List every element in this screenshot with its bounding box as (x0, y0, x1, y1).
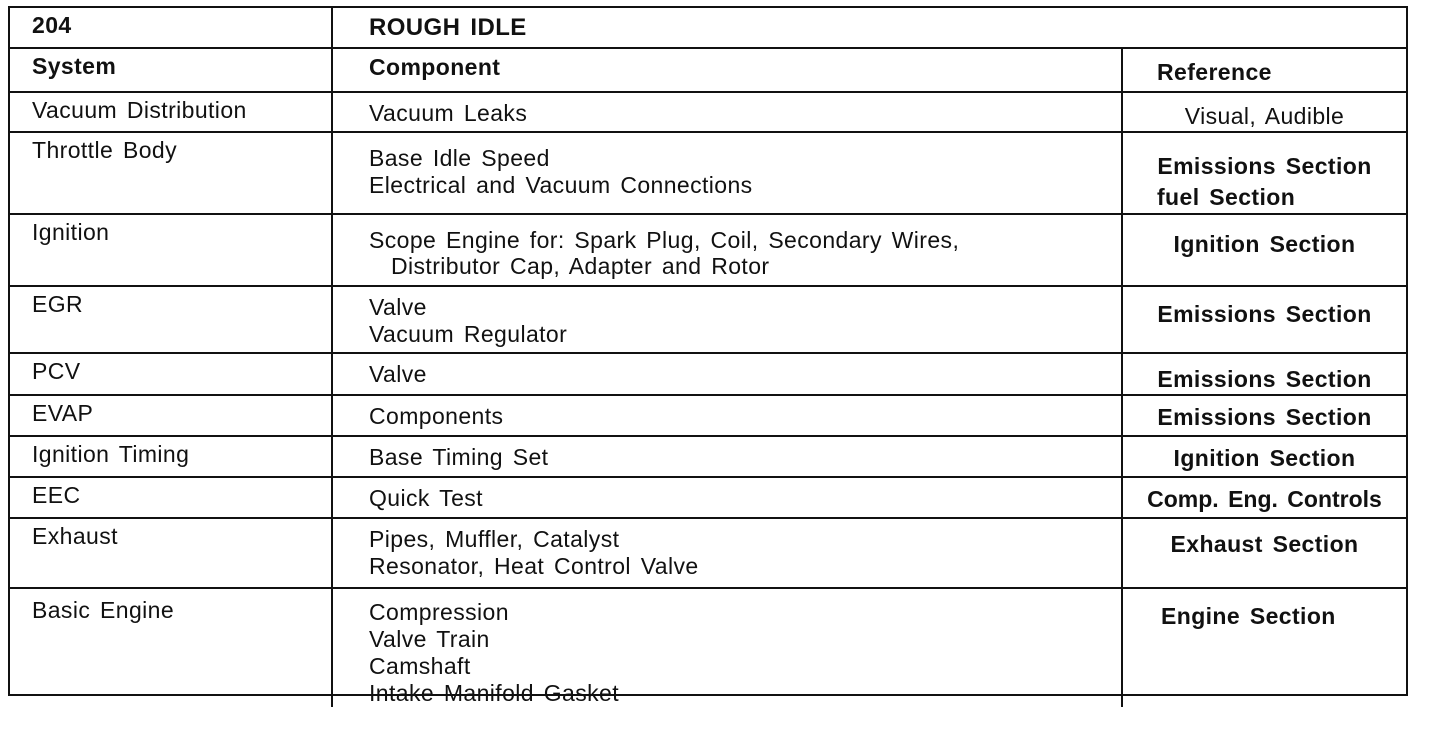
table-header-row (10, 48, 1406, 92)
header-reference: Reference (1122, 48, 1406, 92)
reference-line: Emissions Section (1157, 404, 1372, 430)
component-line: Base Timing Set (369, 444, 549, 470)
system-cell: EGR (10, 286, 332, 353)
header-system: System (10, 48, 332, 92)
table-row (10, 436, 1406, 477)
component-cell (332, 588, 1122, 707)
system-cell: Exhaust (10, 518, 332, 588)
component-line: Resonator, Heat Control Valve (369, 553, 699, 579)
table-row (10, 92, 1406, 132)
table-row (10, 353, 1406, 395)
table-row (10, 214, 1406, 286)
reference-line: Engine Section (1161, 603, 1336, 629)
component-line: Pipes, Muffler, Catalyst (369, 526, 620, 552)
reference-cell (1122, 286, 1406, 353)
system-cell: EEC (10, 477, 332, 518)
system-cell: Throttle Body (10, 132, 332, 214)
reference-line: Emissions Section (1157, 153, 1372, 179)
reference-line: Comp. Eng. Controls (1147, 486, 1382, 512)
system-cell: Basic Engine (10, 588, 332, 707)
component-line: Distributor Cap, Adapter and Rotor (391, 253, 770, 279)
component-cell (332, 214, 1122, 286)
component-line: Vacuum Leaks (369, 100, 528, 126)
system-cell: Ignition Timing (10, 436, 332, 477)
reference-line: Ignition Section (1173, 231, 1356, 257)
component-cell (332, 436, 1122, 477)
system-cell: EVAP (10, 395, 332, 436)
reference-cell (1122, 214, 1406, 286)
reference-line: fuel Section (1157, 184, 1296, 210)
reference-line: Ignition Section (1173, 445, 1356, 471)
component-line: Valve (369, 361, 427, 387)
reference-line: Emissions Section (1157, 301, 1372, 327)
table-row (10, 395, 1406, 436)
reference-cell (1122, 353, 1406, 395)
component-line: Quick Test (369, 485, 483, 511)
component-line: Components (369, 403, 504, 429)
component-line: Compression (369, 599, 509, 625)
reference-line: Visual, Audible (1184, 103, 1345, 129)
component-line: Electrical and Vacuum Connections (369, 172, 753, 198)
table-row (10, 132, 1406, 214)
reference-cell (1122, 588, 1406, 707)
reference-cell (1122, 518, 1406, 588)
component-cell (332, 132, 1122, 214)
component-line: Camshaft (369, 653, 471, 679)
component-line: Valve Train (369, 626, 490, 652)
table-row (10, 588, 1406, 707)
reference-cell (1122, 395, 1406, 436)
table-row (10, 518, 1406, 588)
reference-cell (1122, 132, 1406, 214)
reference-cell (1122, 436, 1406, 477)
component-cell (332, 353, 1122, 395)
component-line: Intake Manifold Gasket (369, 680, 620, 706)
reference-line: Emissions Section (1157, 366, 1372, 392)
component-cell (332, 286, 1122, 353)
system-cell: Vacuum Distribution (10, 92, 332, 132)
component-line: Vacuum Regulator (369, 321, 568, 347)
component-cell (332, 518, 1122, 588)
system-cell: Ignition (10, 214, 332, 286)
component-cell (332, 395, 1122, 436)
component-line: Scope Engine for: Spark Plug, Coil, Secondary Wires, (369, 227, 960, 253)
reference-line: Exhaust Section (1170, 531, 1359, 557)
component-cell (332, 92, 1122, 132)
component-cell (332, 477, 1122, 518)
component-line: Base Idle Speed (369, 145, 550, 171)
table-row (10, 286, 1406, 353)
table-title-row (10, 8, 1406, 48)
component-line: Valve (369, 294, 427, 320)
diagnosis-table-sheet (8, 6, 1408, 706)
reference-cell (1122, 477, 1406, 518)
diagnosis-table (10, 8, 1406, 707)
system-cell: PCV (10, 353, 332, 395)
table-title: ROUGH IDLE (332, 8, 1406, 48)
reference-cell (1122, 92, 1406, 132)
table-row (10, 477, 1406, 518)
header-component: Component (332, 48, 1122, 92)
table-number: 204 (10, 8, 332, 48)
